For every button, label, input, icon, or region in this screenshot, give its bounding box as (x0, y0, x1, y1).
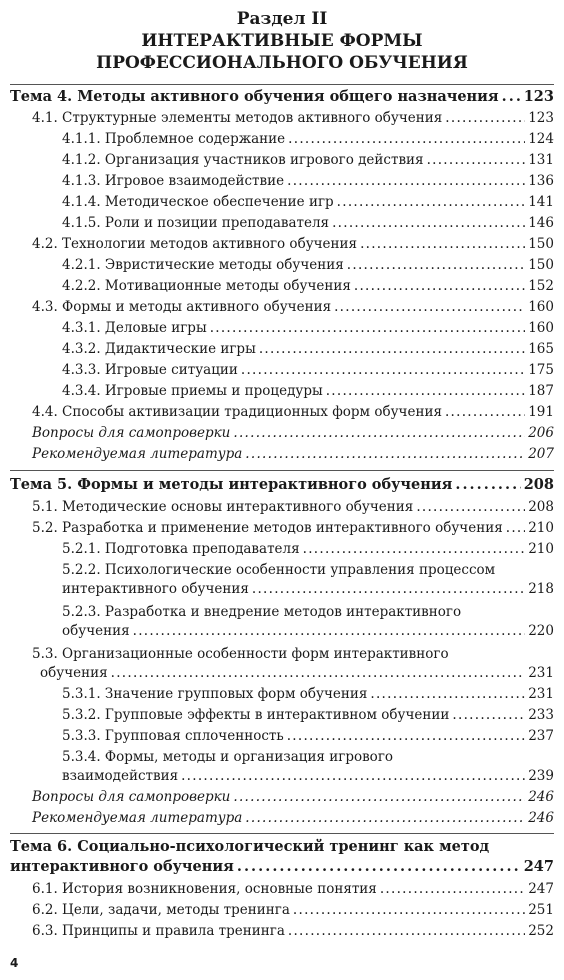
toc-page: 146 (528, 215, 554, 231)
toc-entry-4-2-2[interactable] (10, 277, 554, 295)
toc-entry-4-2[interactable] (10, 235, 554, 253)
toc-entry-5-3-3[interactable] (10, 727, 554, 745)
toc-label: обучения (62, 623, 130, 639)
toc-label: 4.1. Структурные элементы методов активного обучения (32, 110, 443, 126)
toc-label: 4.1.3. Игровое взаимодействие (62, 173, 285, 189)
toc-entry-6-1[interactable] (10, 880, 554, 898)
toc-page: 191 (528, 404, 554, 420)
leader-dots (210, 319, 525, 337)
page-number: 4 (10, 956, 19, 970)
toc-page: 251 (528, 902, 554, 918)
section-heading (0, 8, 564, 74)
leader-dots (445, 109, 525, 127)
toc-page: 210 (528, 520, 554, 536)
toc-label: 4.3.1. Деловые игры (62, 320, 207, 336)
toc-page: 246 (528, 789, 554, 805)
leader-dots (303, 540, 525, 558)
toc-entry-4-3-1[interactable] (10, 319, 554, 337)
leader-dots (334, 298, 525, 316)
toc-entry-5-1[interactable] (10, 498, 554, 516)
toc-topic-5[interactable] (10, 476, 554, 494)
toc-entry-5-2-3-line1: 5.2.3. Разработка и внедрение методов интерактивного (62, 604, 462, 620)
toc-page: 247 (523, 858, 554, 875)
toc-entry-5-3[interactable] (10, 664, 554, 682)
toc-page: 231 (528, 686, 554, 702)
leader-dots (445, 403, 525, 421)
toc-entry-4-3[interactable] (10, 298, 554, 316)
leader-dots (245, 809, 525, 827)
toc-entry-4-1-5[interactable] (10, 214, 554, 232)
toc-entry-4-1-2[interactable] (10, 151, 554, 169)
leader-dots (181, 767, 525, 785)
toc-page: 152 (528, 278, 554, 294)
leader-dots (237, 858, 521, 876)
toc-label: 5.3.2. Групповые эффекты в интерактивном обучении (62, 707, 450, 723)
toc-literature-5[interactable] (10, 809, 554, 827)
leader-dots (233, 788, 525, 806)
leader-dots (360, 235, 525, 253)
leader-dots (259, 340, 525, 358)
toc-topic-4[interactable] (10, 88, 554, 106)
toc-page: 252 (528, 923, 554, 939)
leader-dots (337, 193, 525, 211)
toc-entry-6-2[interactable] (10, 901, 554, 919)
toc-entry-5-3-2[interactable] (10, 706, 554, 724)
toc-entry-5-3-4[interactable] (10, 767, 554, 785)
toc-page: 175 (528, 362, 554, 378)
leader-dots (288, 922, 525, 940)
section-title-line1: ИНТЕРАКТИВНЫЕ ФОРМЫ (141, 31, 423, 51)
toc-entry-4-3-2[interactable] (10, 340, 554, 358)
leader-dots (354, 277, 525, 295)
toc-questions-4[interactable] (10, 424, 554, 442)
toc-label: 4.1.2. Организация участников игрового действия (62, 152, 424, 168)
toc-label: Тема 4. Методы активного обучения общего назначения (10, 88, 499, 105)
toc-literature-4[interactable] (10, 445, 554, 463)
toc-label: 4.3.2. Дидактические игры (62, 341, 256, 357)
divider (10, 84, 554, 85)
toc-page: 123 (523, 88, 554, 105)
toc-page: 150 (528, 236, 554, 252)
toc-page: 131 (528, 152, 554, 168)
toc-entry-4-3-3[interactable] (10, 361, 554, 379)
toc-label: 5.3.1. Значение групповых форм обучения (62, 686, 368, 702)
toc-label: 4.3.4. Игровые приемы и процедуры (62, 383, 323, 399)
leader-dots (326, 382, 525, 400)
leader-dots (287, 727, 525, 745)
leader-dots (416, 498, 525, 516)
toc-entry-5-3-4-line1: 5.3.4. Формы, методы и организация игрового (62, 749, 394, 765)
toc-page: 187 (528, 383, 554, 399)
toc-label: 4.1.1. Проблемное содержание (62, 131, 286, 147)
toc-questions-5[interactable] (10, 788, 554, 806)
toc-page: 207 (528, 446, 554, 462)
leader-dots (287, 172, 525, 190)
toc-entry-4-1-1[interactable] (10, 130, 554, 148)
toc-page: 160 (528, 320, 554, 336)
leader-dots (252, 580, 525, 598)
toc-entry-4-4[interactable] (10, 403, 554, 421)
toc-page: 208 (528, 499, 554, 515)
toc-entry-6-3[interactable] (10, 922, 554, 940)
toc-entry-5-2-2[interactable] (10, 580, 554, 598)
leader-dots (332, 214, 525, 232)
leader-dots (427, 151, 525, 169)
leader-dots (233, 424, 525, 442)
toc-label: 4.2.1. Эвристические методы обучения (62, 257, 344, 273)
leader-dots (452, 706, 525, 724)
toc-page: 247 (528, 881, 554, 897)
toc-page: 150 (528, 257, 554, 273)
toc-label: 4.3. Формы и методы активного обучения (32, 299, 332, 315)
toc-entry-4-3-4[interactable] (10, 382, 554, 400)
toc-page: 210 (528, 541, 554, 557)
toc-topic-6-line1: Тема 6. Социально-психологический тренинг как метод (10, 838, 490, 855)
leader-dots (455, 476, 520, 494)
leader-dots (288, 130, 525, 148)
toc-entry-4-1[interactable] (10, 109, 554, 127)
leader-dots (347, 256, 525, 274)
toc-label: 6.3. Принципы и правила тренинга (32, 923, 285, 939)
toc-label: Рекомендуемая литература (32, 810, 243, 826)
toc-label: 4.2. Технологии методов активного обучения (32, 236, 358, 252)
toc-page: 220 (528, 623, 554, 639)
toc-label: Вопросы для самопроверки (32, 425, 231, 441)
leader-dots (245, 445, 525, 463)
toc-label: интерактивного обучения (10, 858, 234, 875)
toc-page: 141 (528, 194, 554, 210)
toc-page: 165 (528, 341, 554, 357)
toc-entry-5-3-1[interactable] (10, 685, 554, 703)
toc-label: Тема 5. Формы и методы интерактивного обучения (10, 476, 453, 493)
toc-page: 123 (528, 110, 554, 126)
toc-label: 5.2.1. Подготовка преподавателя (62, 541, 300, 557)
toc-label: 5.3.3. Групповая сплоченность (62, 728, 284, 744)
toc-label: 4.4. Способы активизации традиционных форм обучения (32, 404, 442, 420)
toc-label: взаимодействия (62, 768, 179, 784)
toc-page: 206 (528, 425, 554, 441)
toc-label: Рекомендуемая литература (32, 446, 243, 462)
toc-page: 231 (528, 665, 554, 681)
toc-label: Вопросы для самопроверки (32, 789, 231, 805)
toc-label: 5.1. Методические основы интерактивного обучения (32, 499, 414, 515)
toc-label: 4.1.4. Методическое обеспечение игр (62, 194, 334, 210)
toc-topic-6[interactable] (10, 858, 554, 876)
toc-page: 124 (528, 131, 554, 147)
toc-page: 237 (528, 728, 554, 744)
toc-entry-4-1-3[interactable] (10, 172, 554, 190)
leader-dots (502, 88, 521, 106)
toc-label: 4.3.3. Игровые ситуации (62, 362, 238, 378)
leader-dots (241, 361, 525, 379)
toc-page: 218 (528, 581, 554, 597)
toc-page: 239 (528, 768, 554, 784)
leader-dots (111, 664, 525, 682)
divider (10, 833, 554, 834)
toc-label: 6.2. Цели, задачи, методы тренинга (32, 902, 290, 918)
toc-label: обучения (40, 665, 108, 681)
toc-entry-5-2[interactable] (10, 519, 554, 537)
leader-dots (293, 901, 525, 919)
toc-label: интерактивного обучения (62, 581, 249, 597)
toc-entry-4-2-1[interactable] (10, 256, 554, 274)
toc-label: 5.2. Разработка и применение методов интерактивного обучения (32, 520, 503, 536)
leader-dots (370, 685, 525, 703)
toc-page: 160 (528, 299, 554, 315)
toc-entry-5-2-1[interactable] (10, 540, 554, 558)
toc-entry-5-3-line1: 5.3. Организационные особенности форм интерактивного (32, 646, 449, 662)
section-title-line2: ПРОФЕССИОНАЛЬНОГО ОБУЧЕНИЯ (96, 53, 468, 73)
toc-entry-5-2-2-line1: 5.2.2. Психологические особенности управления процессом (62, 562, 496, 578)
toc-label: 4.2.2. Мотивационные методы обучения (62, 278, 351, 294)
toc-entry-4-1-4[interactable] (10, 193, 554, 211)
toc-label: 4.1.5. Роли и позиции преподавателя (62, 215, 330, 231)
section-number: Раздел II (236, 9, 328, 29)
toc-page: 233 (528, 707, 554, 723)
toc-label: 6.1. История возникновения, основные понятия (32, 881, 377, 897)
toc-page: 136 (528, 173, 554, 189)
leader-dots (133, 622, 525, 640)
toc-entry-5-2-3[interactable] (10, 622, 554, 640)
leader-dots (506, 519, 525, 537)
toc-page: 246 (528, 810, 554, 826)
leader-dots (380, 880, 525, 898)
toc-page: 208 (523, 476, 554, 493)
divider (10, 470, 554, 471)
